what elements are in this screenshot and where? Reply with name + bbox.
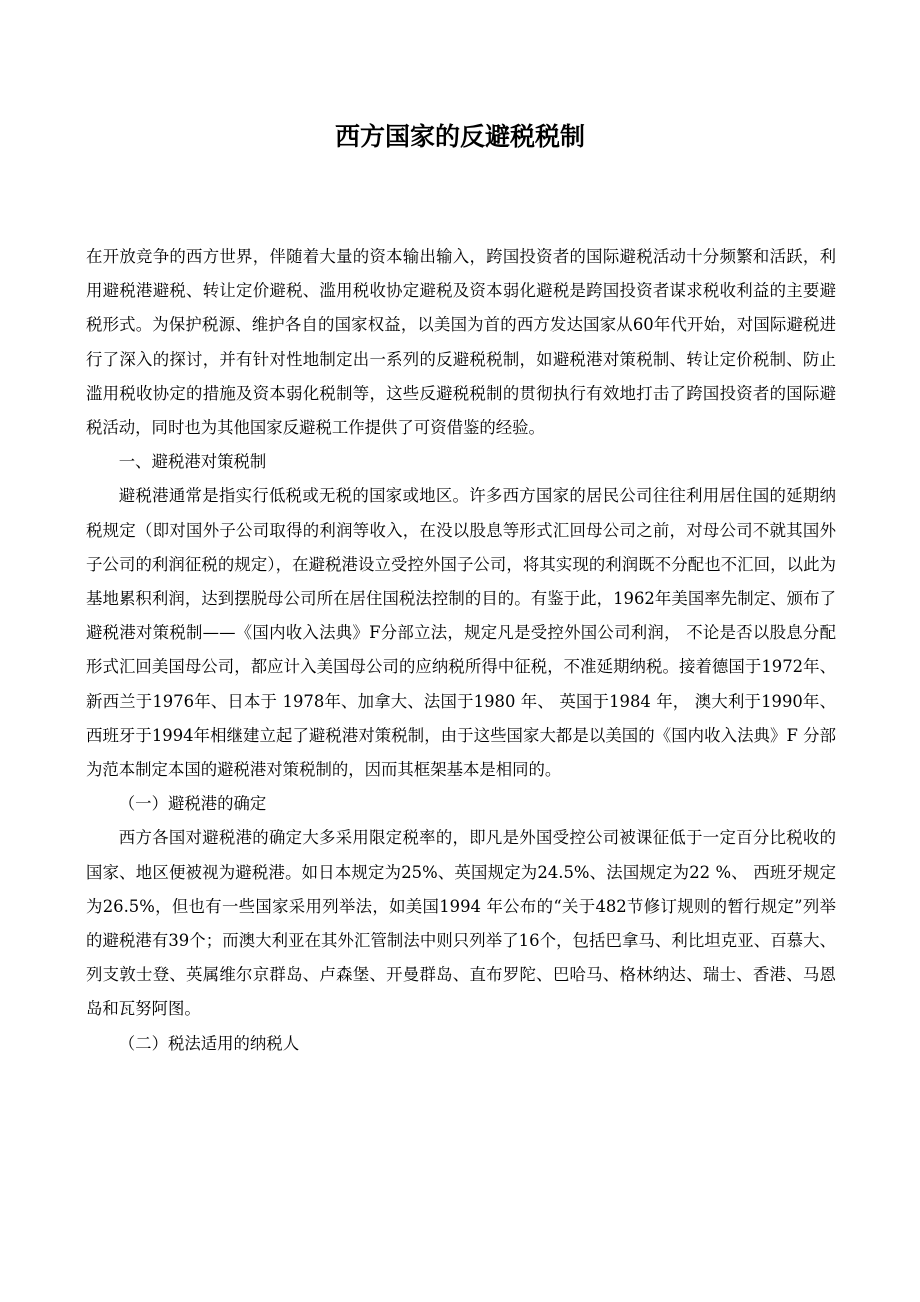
subsection-heading-taxpayers: （二）税法适用的纳税人: [118, 1033, 300, 1053]
intro-paragraph: 在开放竞争的西方世界，伴随着大量的资本输出输入，跨国投资者的国际避税活动十分频繁和活跃，利用避税港避税、转让定价避税、滥用税收协定避税及资本弱化避税是跨国投资者谋求税收利益的主要避税形式。为保护税源、维护各自的国家权益，以美国为首的西方发达国家从60年代开始，对国际避税进行了深入的探讨，并有针对性地制定出一系列的反避税税制，如避税港对策税制、转让定价税制、防止滥用税收协定的措施及资本弱化税制等，这些反避税税制的贯彻执行有效地打击了跨国投资者的国际避税活动，同时也为其他国家反避税工作提供了可资借鉴的经验。: [86, 247, 836, 438]
document-body: [86, 240, 836, 1061]
tax-haven-paragraph: 避税港通常是指实行低税或无税的国家或地区。许多西方国家的居民公司往往利用居住国的延期纳税规定（即对国外子公司取得的利润等收入，在没以股息等形式汇回母公司之前，对母公司不就其国外子公司的利润征税的规定），在避税港设立受控外国子公司，将其实现的利润既不分配也不汇回，以此为基地累积利润，达到摆脱母公司所在居住国税法控制的目的。有鉴于此，1962年美国率先制定、颁布了避税港对策税制——《国内收入法典》F分部立法，规定凡是受控外国公司利润， 不论是否以股息分配形式汇回美国母公司，都应计入美国母公司的应纳税所得中征税，不准延期纳税。接着德国于1972年、新西兰于1976年、日本于 1978年、加拿大、法国于1980 年、 英国于1984 年， 澳大利于1990年、西班牙于1994年相继建立起了避税港对策税制，由于这些国家大都是以美国的《国内收入法典》F 分部为范本制定本国的避税港对策税制的，因而其框架基本是相同的。: [86, 486, 836, 780]
determination-paragraph: 西方各国对避税港的确定大多采用限定税率的，即凡是外国受控公司被课征低于一定百分比税收的国家、地区便被视为避税港。如日本规定为25%、英国规定为24.5%、法国规定为22 %、 西班牙规定为26.5%，但也有一些国家采用列举法，如美国1994 年公布的“关于482节修订规则的暂行规定”列举的避税港有39个；而澳大利亚在其外汇管制法中则只列举了16个，包括巴拿马、利比坦克亚、百慕大、列支敦士登、英属维尔京群岛、卢森堡、开曼群岛、直布罗陀、巴哈马、格林纳达、瑞士、香港、马恩岛和瓦努阿图。: [86, 828, 836, 1019]
subsection-heading-determination: （一）避税港的确定: [118, 794, 267, 814]
section-heading-tax-haven: 一、避税港对策税制: [118, 452, 267, 472]
document-title: 西方国家的反避税税制: [334, 122, 585, 151]
